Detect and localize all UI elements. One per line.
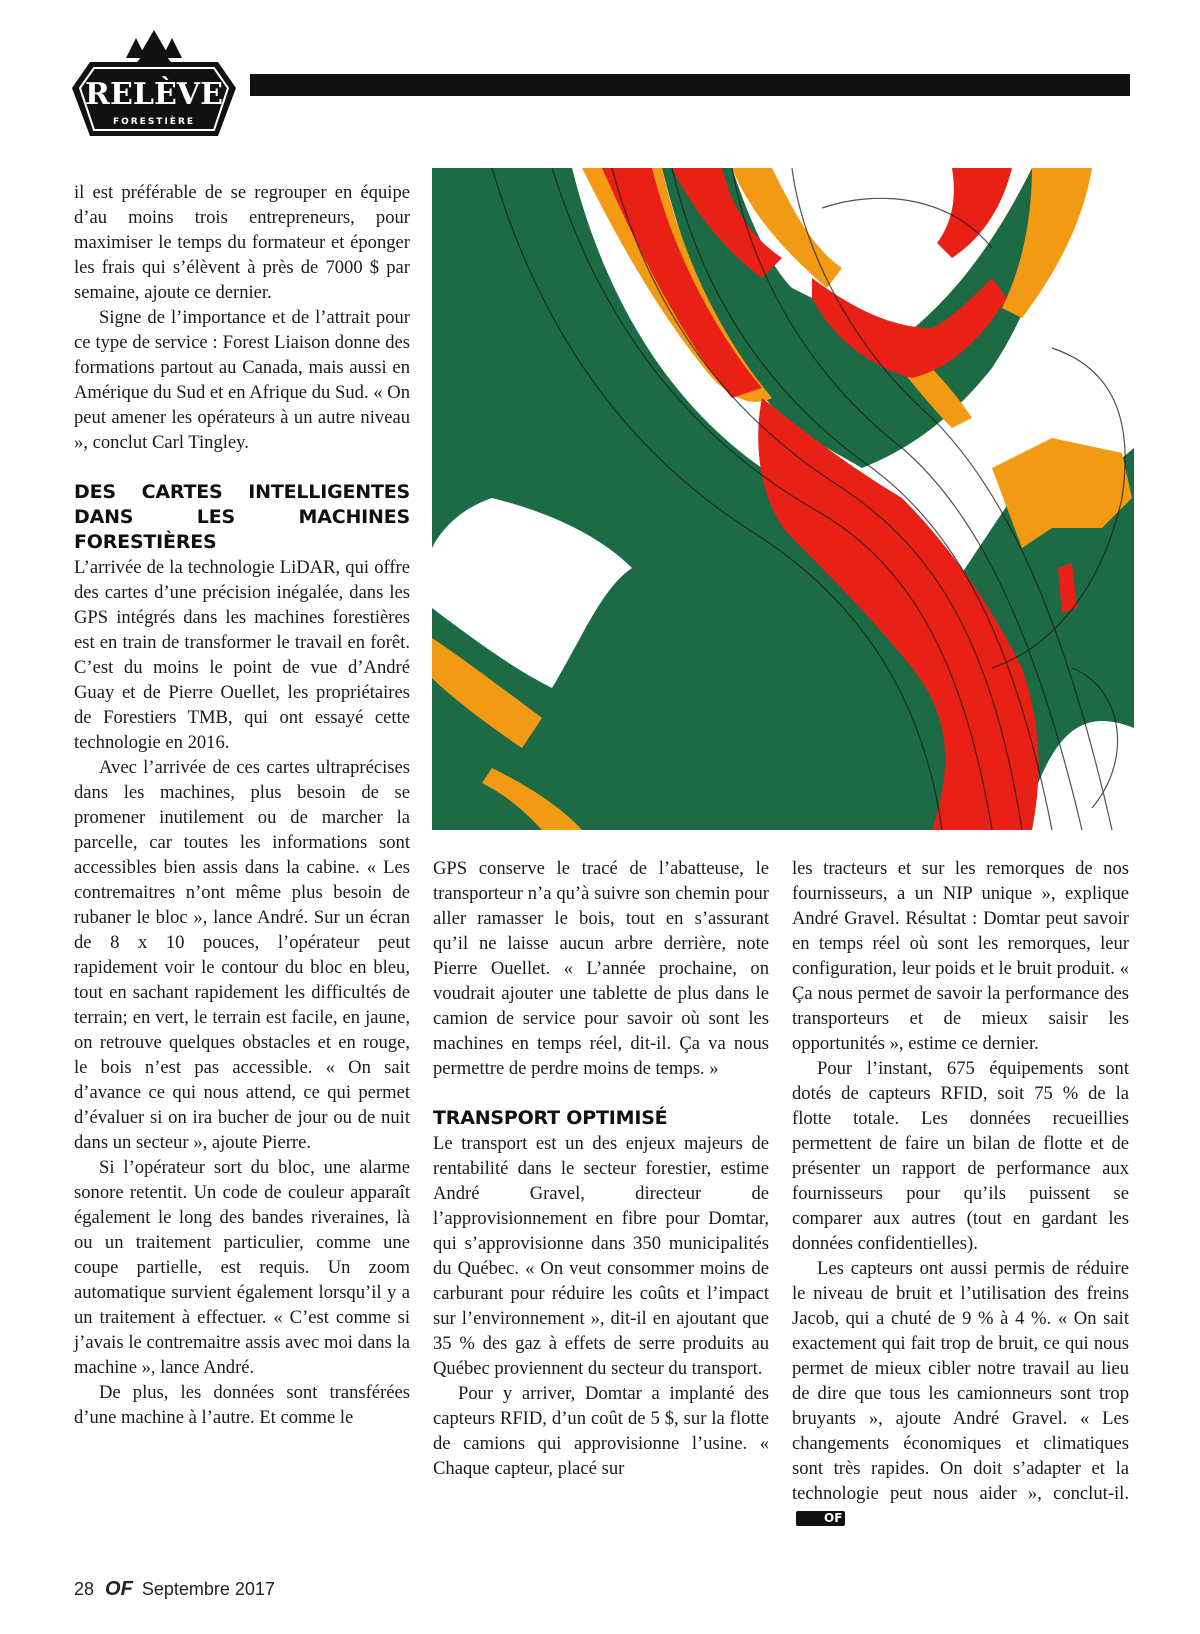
paragraph: Pour l’instant, 675 équipements sont dotés de capteurs RFID, soit 75 % de la flotte totale. Les données recueillies permettent de faire un bilan de flotte et de présenter un rapport de performance aux fournisseurs pour qu’ils puissent se comparer aux autres (tout en gardant les données confidentielles).	[792, 1058, 1129, 1254]
section-heading: TRANSPORT OPTIMISÉ	[433, 1107, 668, 1129]
text-column-3	[792, 856, 1129, 1531]
tree-icon	[126, 30, 182, 64]
releve-forestiere-logo	[70, 28, 238, 146]
issue-date: Septembre 2017	[141, 1579, 275, 1599]
paragraph: Si l’opérateur sort du bloc, une alarme sonore retentit. Un code de couleur apparaît également le long des bandes riveraines, là ou un traitement particulier, comme une coupe partielle, est requis. Un zoom automatique survient également lorsqu’il y a un traitement à effectuer. « C’est comme si j’avais le contremaitre assis avec moi dans la machine », lance André.	[74, 1157, 410, 1378]
paragraph: GPS conserve le tracé de l’abatteuse, le transporteur n’a qu’à suivre son chemin pour aller ramasser le bois, tout en s’assurant qu’il ne laisse aucun arbre derrière, note Pierre Ouellet. « L’année prochaine, on voudrait ajouter une tablette de plus dans le camion de service pour savoir où sont les machines en temps réel, dit-il. Ça va nous permettre de perdre moins de temps. »	[433, 858, 769, 1079]
paragraph-text: Les capteurs ont aussi permis de réduire le niveau de bruit et l’utilisation des freins Jacob, qui a chuté de 9 % à 4 %. « On sait exactement qui fait trop de bruit, ce qui nous permet de mieux cibler notre travail au lieu de dire que tous les camionneurs sont trop bruyants », ajoute André Gravel. « Les changements économiques et climatiques sont très rapides. On doit s’adapter et la technologie peut nous aider », conclut-il.	[792, 1258, 1129, 1504]
paragraph: Avec l’arrivée de ces cartes ultraprécises dans les machines, plus besoin de se promener inutilement ou de marcher la parcelle, car toutes les informations sont accessibles bien assis dans la cabine. « Les contremaitres n’ont même plus besoin de rubaner le bloc », lance André. Sur un écran de 8 x 10 pouces, l’opérateur peut rapidement voir le contour du bloc en bleu, tout en sachant rapidement les difficultés de terrain; en vert, le terrain est facile, en jaune, on retrouve quelques obstacles et en rouge, le bois n’est pas accessible. « On sait d’avance ce qui nous attend, ce qui permet d’évaluer si on ira bucher de jour ou de nuit dans un secteur », ajoute Pierre.	[74, 757, 410, 1153]
logo-title: RELÈVE	[85, 77, 223, 112]
paragraph: il est préférable de se regrouper en équipe d’au moins trois entrepreneurs, pour maximiser le temps du formateur et éponger les frais qui s’élèvent à près de 7000 $ par semaine, ajoute ce dernier.	[74, 182, 410, 303]
page-number: 28	[74, 1579, 95, 1599]
paragraph: Signe de l’importance et de l’attrait pour ce type de service : Forest Liaison donne des formations partout au Canada, mais aussi en Amérique du Sud et en Afrique du Sud. « On peut amener les opérateurs à un autre niveau », conclut Carl Tingley.	[74, 307, 410, 453]
paragraph: De plus, les données sont transférées d’une machine à l’autre. Et comme le	[74, 1382, 410, 1428]
text-column-2	[433, 856, 769, 1481]
paragraph: L’arrivée de la technologie LiDAR, qui offre des cartes d’une précision inégalée, dans les GPS intégrés dans les machines forestières est en train de transformer le travail en forêt. C’est du moins le point de vue d’André Guay et de Pierre Ouellet, les propriétaires de Forestiers TMB, qui ont essayé cette technologie en 2016.	[74, 557, 410, 753]
section-heading: DES CARTES INTELLIGENTES DANS LES MACHINES FORESTIÈRES	[74, 481, 410, 553]
logo-subtitle: FORESTIÈRE	[112, 117, 196, 127]
end-of-article-badge: OF	[796, 1511, 845, 1526]
paragraph: Pour y arriver, Domtar a implanté des capteurs RFID, d’un coût de 5 $, sur la flotte de camions qui approvisionne l’usine. « Chaque capteur, placé sur	[433, 1383, 769, 1479]
lidar-terrain-map	[432, 168, 1134, 830]
page-footer	[74, 1578, 275, 1601]
magazine-name: OF	[105, 1578, 133, 1600]
paragraph: Le transport est un des enjeux majeurs de rentabilité dans le secteur forestier, estime André Gravel, directeur de l’approvisionnement en fibre pour Domtar, qui s’approvisionne dans 350 municipalités du Québec. « On veut consommer moins de carburant pour réduire les coûts et l’impact sur l’environnement », dit-il en ajoutant que 35 % des gaz à effets de serre produits au Québec proviennent du secteur du transport.	[433, 1133, 769, 1379]
paragraph: les tracteurs et sur les remorques de nos fournisseurs, a un NIP unique », explique André Gravel. Résultat : Domtar peut savoir en temps réel où sont les remorques, leur configuration, leur poids et le bruit produit. « Ça nous permet de savoir la performance des transporteurs et de mieux saisir les opportunités », estime ce dernier.	[792, 858, 1129, 1054]
header-rule	[250, 74, 1130, 96]
text-column-1	[74, 180, 410, 1430]
paragraph	[792, 1256, 1129, 1531]
